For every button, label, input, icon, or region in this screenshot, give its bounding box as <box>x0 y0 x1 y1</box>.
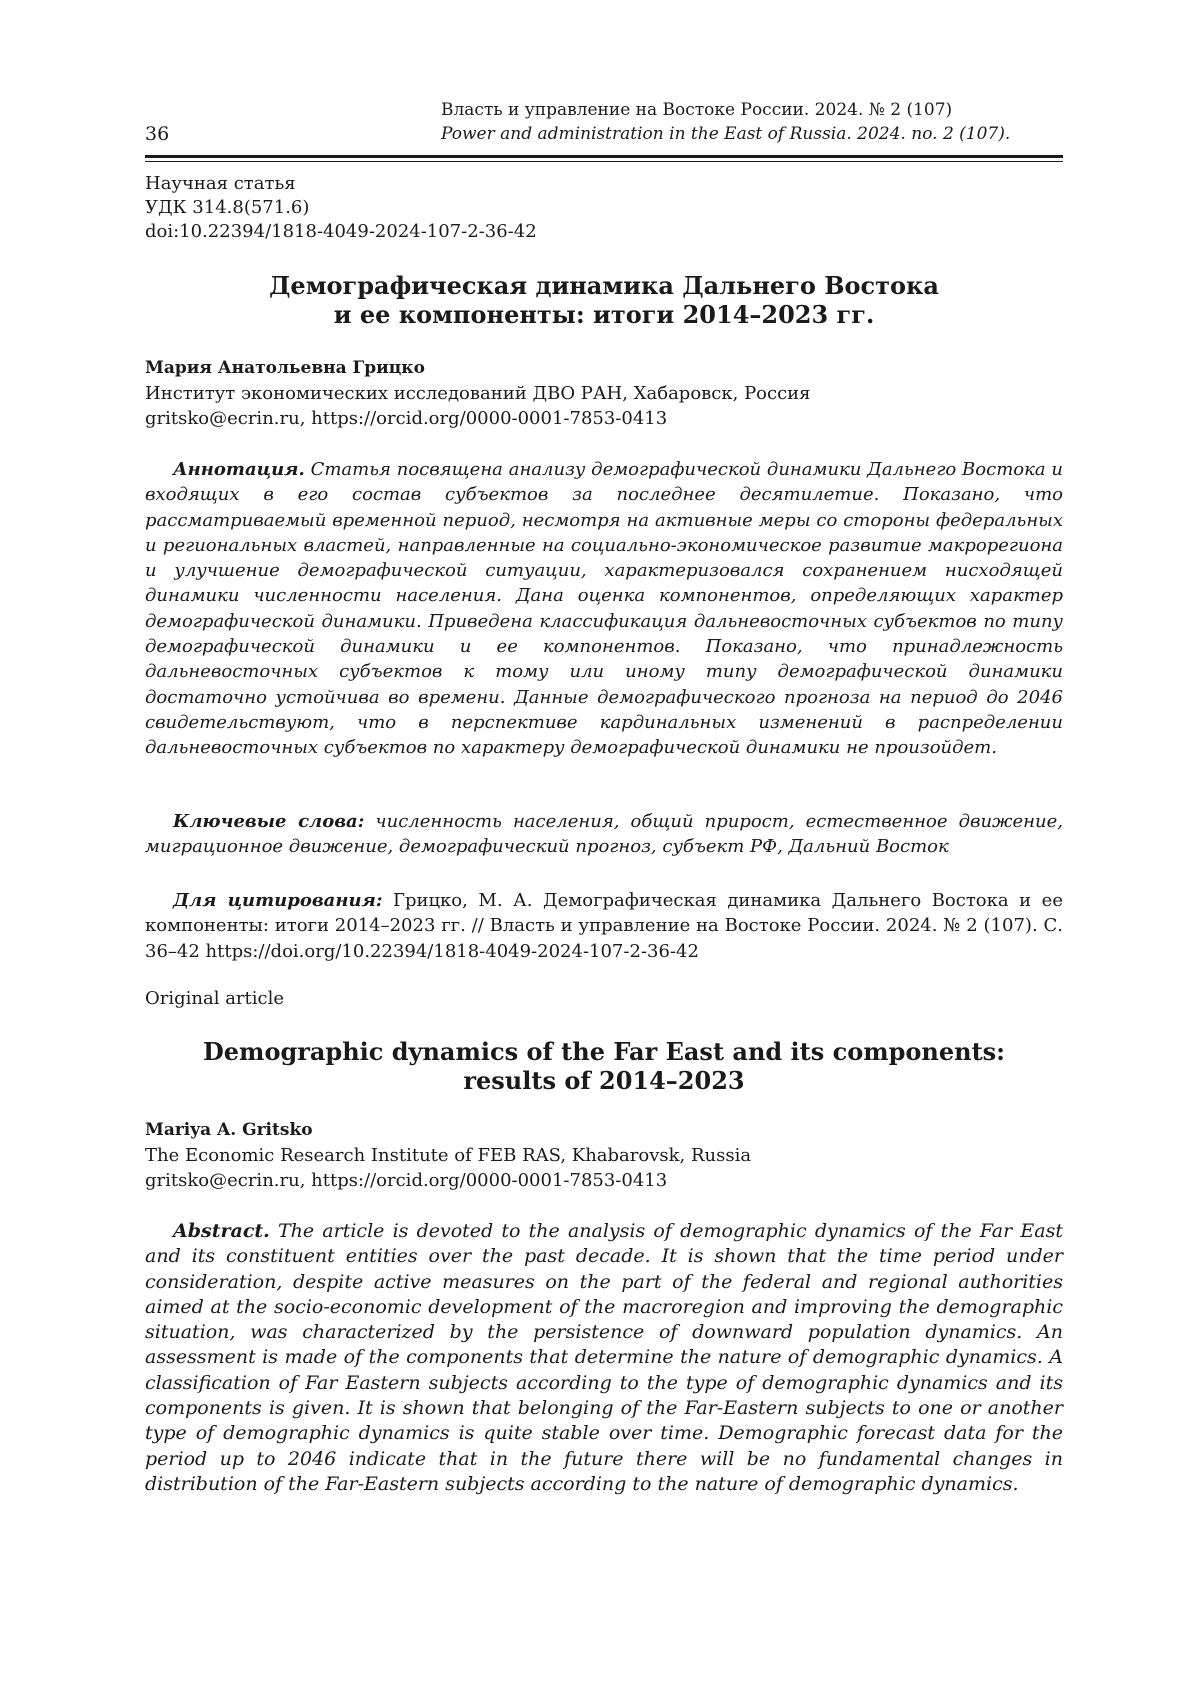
title-ru-line-2: и ее компоненты: итоги 2014–2023 гг. <box>333 300 875 329</box>
title-ru-line-1: Демографическая динамика Дальнего Востока <box>269 271 939 300</box>
header-rule-thick <box>145 155 1063 158</box>
affiliation-ru: Институт экономических исследований ДВО РАН, Хабаровск, Россия <box>145 383 811 404</box>
author-block-ru <box>145 356 1063 431</box>
citation-label-ru: Для цитирования: <box>173 890 383 911</box>
article-title-en <box>145 1037 1063 1095</box>
keywords-text-ru: численность населения, общий прирост, естественное движение, миграционное движение, демографический прогноз, субъект РФ, Дальний Восток <box>145 811 1063 858</box>
udc-code: УДК 314.8(571.6) <box>145 197 310 218</box>
running-header <box>145 98 1063 158</box>
title-en-line-1: Demographic dynamics of the Far East and its components: <box>202 1037 1006 1066</box>
article-type-ru: Научная статья <box>145 173 296 194</box>
journal-title-en: Power and administration in the East of Russia. 2024. no. 2 (107). <box>441 124 1011 144</box>
author-name-en: Mariya A. Gritsko <box>145 1120 313 1140</box>
contacts-ru: gritsko@ecrin.ru, https://orcid.org/0000-0001-7853-0413 <box>145 408 668 429</box>
keywords-label-ru: Ключевые слова: <box>173 811 365 832</box>
article-title-ru <box>145 271 1063 329</box>
page-number: 36 <box>145 123 170 145</box>
journal-title-ru: Власть и управление на Востоке России. 2024. № 2 (107) <box>441 100 953 120</box>
header-rule-thin <box>145 161 1063 162</box>
article-type-en: Original article <box>145 988 285 1009</box>
contacts-en: gritsko@ecrin.ru, https://orcid.org/0000-0001-7853-0413 <box>145 1170 668 1191</box>
citation-ru <box>145 888 1063 964</box>
abstract-label-ru: Аннотация. <box>173 459 305 480</box>
citation-text-ru: Грицко, М. А. Демографическая динамика Дальнего Востока и ее компоненты: итоги 2014–2023 гг. // Власть и управление на Востоке России. 2024. № 2 (107). С. 36–42 https://doi.org/10.22394/1818-4049-2024-107-2-36-42 <box>145 890 1063 962</box>
affiliation-en: The Economic Research Institute of FEB RAS, Khabarovsk, Russia <box>145 1145 752 1166</box>
author-name-ru: Мария Анатольевна Грицко <box>145 358 425 378</box>
keywords-ru <box>145 809 1063 860</box>
title-en-line-2: results of 2014–2023 <box>463 1066 745 1095</box>
abstract-en <box>145 1219 1063 1497</box>
abstract-ru <box>145 457 1063 761</box>
abstract-text-ru: Статья посвящена анализу демографической динамики Дальнего Востока и входящих в его состав субъектов за последнее десятилетие. Показано, что рассматриваемый временной период, несмотря на активные меры со стороны федеральных и региональных властей, направленные на социально-экономическое развитие макрорегиона и улучшение демографической ситуации, характеризовался сохранением нисходящей динамики численности населения. Дана оценка компонентов, определяющих характер демографической динамики. Приведена классификация дальневосточных субъектов по типу демографической динамики и ее компонентов. Показано, что принадлежность дальневосточных субъектов к тому или иному типу демографической динамики достаточно устойчива во времени. Данные демографического прогноза на период до 2046 свидетельствуют, что в перспективе кардинальных изменений в распределении дальневосточных субъектов по характеру демографической динамики не произойдет. <box>145 459 1063 759</box>
abstract-text-en: The article is devoted to the analysis of demographic dynamics of the Far East and its constituent entities over the past decade. It is shown that the time period under consideration, despite active measures on the part of the federal and regional authorities aimed at the socio-economic development of the macroregion and improving the demographic situation, was characterized by the persistence of downward population dynamics. An assessment is made of the components that determine the nature of demographic dynamics. A classification of Far Eastern subjects according to the type of demographic dynamics and its components is given. It is shown that belonging of the Far-Eastern subjects to one or another type of demographic dynamics is quite stable over time. Demographic forecast data for the period up to 2046 indicate that in the future there will be no fundamental changes in distribution of the Far-Eastern subjects according to the nature of demographic dynamics. <box>145 1220 1063 1495</box>
author-block-en <box>145 1118 1063 1193</box>
abstract-label-en: Abstract. <box>173 1220 270 1242</box>
article-meta <box>145 172 537 244</box>
doi: doi:10.22394/1818-4049-2024-107-2-36-42 <box>145 221 537 242</box>
